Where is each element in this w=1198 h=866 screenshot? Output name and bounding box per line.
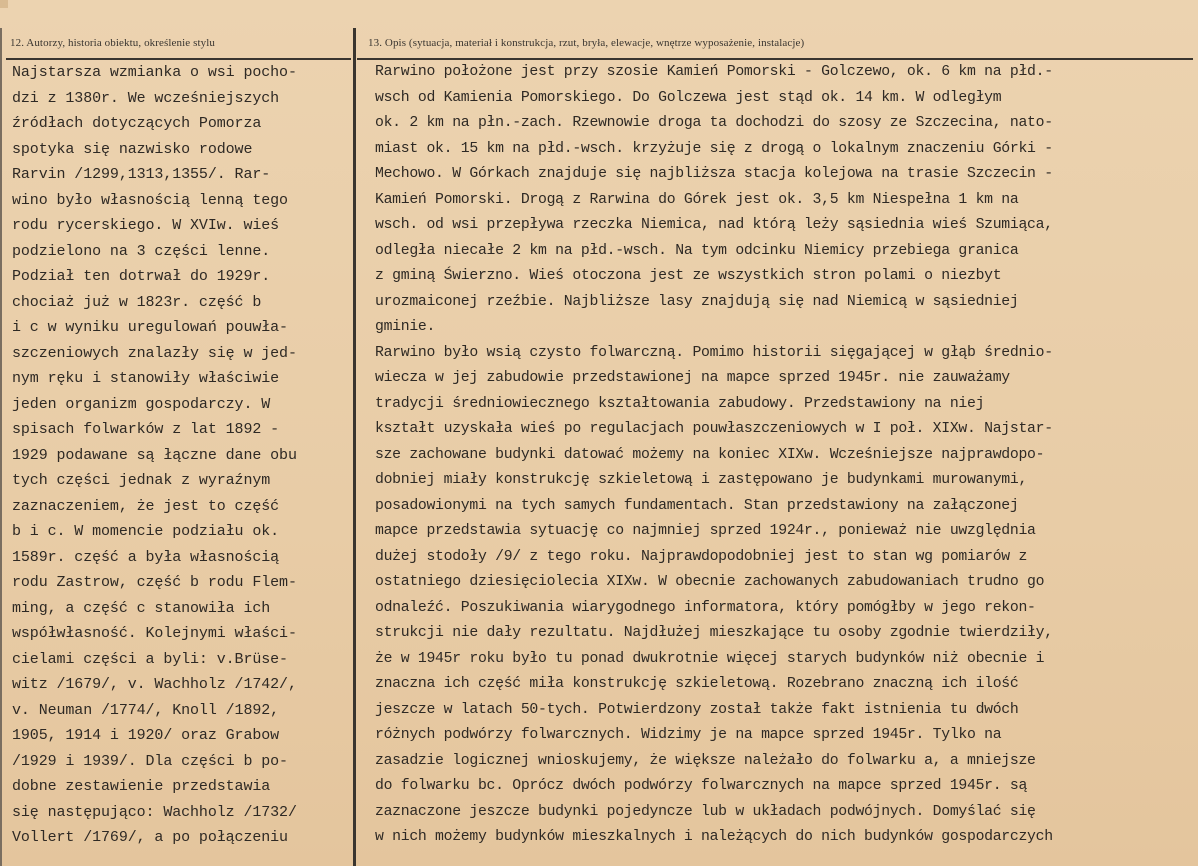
text-line: spotyka się nazwisko rodowe (12, 140, 253, 158)
text-line: mapce przedstawia sytuację co najmniej sprzed 1924r., ponieważ nie uwzględnia (375, 523, 1036, 539)
text-line: tych części jednak z wyraźnym (12, 472, 271, 489)
text-line: posadowionymi na tych samych fundamentach. Stan przedstawiony na załączonej (375, 497, 1019, 514)
text-line: Rarwino było wsią czysto folwarczną. Pomimo historii sięgającej w głąb średnio- (375, 344, 1053, 361)
text-line: Mechowo. W Górkach znajduje się najbliższa stacja kolejowa na trasie Szczecin - (375, 166, 1053, 182)
text-line: dobniej miały konstrukcję szkieletową i zastępowano je budynkami murowanymi, (375, 472, 1028, 488)
text-line: z gminą Świerzno. Wieś otoczona jest ze wszystkich stron polami o niezbyt (375, 268, 1002, 284)
text-line: rodu rycerskiego. W XVIw. wieś (12, 217, 280, 234)
text-line: jeden organizm gospodarczy. W (12, 395, 271, 413)
text-line: 1589r. część a była własnością (12, 548, 280, 566)
text-line: Podział ten dotrwał do 1929r. (12, 268, 271, 285)
text-line: ming, a część c stanowiła ich (12, 599, 271, 617)
text-line: kształt uzyskała wieś po regulacjach pouwłaszczeniowych w I poł. XIXw. Najstar- (375, 421, 1053, 437)
text-line: sze zachowane budynki datować możemy na koniec XIXw. Wcześniejsze najprawdopo- (375, 446, 1045, 463)
text-line: 1905, 1914 i 1920/ oraz Grabow (12, 727, 280, 744)
text-line: podzielono na 3 części lenne. (12, 242, 271, 260)
text-line: różnych podwórzy folwarcznych. Widzimy je na mapce sprzed 1945r. Tylko na (375, 727, 1002, 743)
text-line: się następująco: Wachholz /1732/ (12, 803, 297, 821)
text-line: zasadzie logicznej wnioskujemy, że większe należało do folwarku a, a mniejsze (375, 752, 1036, 769)
text-line: szczeniowych znalazły się w jed- (12, 344, 297, 362)
text-line: jeszcze w latach 50-tych. Potwierdzony został także fakt istnienia tu dwóch (375, 701, 1019, 718)
text-line: wino było własnością lenną tego (12, 191, 288, 209)
text-line: chociaż już w 1823r. część b (12, 293, 262, 311)
text-line: Kamień Pomorski. Drogą z Rarwina do Górek jest ok. 3,5 km Niespełna 1 km na (375, 191, 1019, 208)
text-line: v. Neuman /1774/, Knoll /1892, (12, 701, 280, 719)
text-line: Vollert /1769/, a po połączeniu (12, 829, 288, 846)
description-text-column (375, 60, 1193, 851)
text-line: gminie. (375, 319, 436, 335)
text-line: b i c. W momencie podziału ok. (12, 523, 280, 540)
text-line: wsch od Kamienia Pomorskiego. Do Golczewa jest stąd ok. 14 km. W odległym (375, 89, 1002, 106)
history-section-header: 12. Autorzy, historia obiektu, określenie stylu (10, 37, 216, 49)
text-line: 1929 podawane są łączne dane obu (12, 446, 297, 464)
text-line: cielami części a byli: v.Brüse- (12, 650, 288, 668)
text-line: /1929 i 1939/. Dla części b po- (12, 752, 288, 770)
history-text-column (12, 60, 350, 851)
text-line: Rarwino położone jest przy szosie Kamień Pomorski - Golczewo, ok. 6 km na płd.- (375, 64, 1053, 80)
text-line: nym ręku i stanowiły właściwie (12, 370, 280, 387)
text-line: ok. 2 km na płn.-zach. Rzewnowie droga ta dochodzi do szosy ze Szczecina, nato- (375, 115, 1053, 131)
text-line: zaznaczone jeszcze budynki pojedyncze lub w układach podwójnych. Domyślać się (375, 803, 1036, 820)
text-line: i c w wyniku uregulowań pouwła- (12, 319, 288, 336)
text-line: miast ok. 15 km na płd.-wsch. krzyżuje się z drogą o lokalnym znaczeniu Górki - (375, 140, 1053, 157)
description-section-header: 13. Opis (sytuacja, materiał i konstrukcja, rzut, bryła, elewacje, wnętrze wyposażenie, instalacje) (368, 37, 805, 49)
text-line: dzi z 1380r. We wcześniejszych (12, 89, 280, 107)
text-line: do folwarku bc. Oprócz dwóch podwórzy folwarcznych na mapce sprzed 1945r. są (375, 778, 1028, 794)
text-line: zaznaczeniem, że jest to część (12, 497, 280, 515)
text-line: tradycji średniowiecznego kształtowania zabudowy. Przedstawiony na niej (375, 395, 985, 412)
text-line: Rarvin /1299,1313,1355/. Rar- (12, 166, 271, 183)
text-line: wsch. od wsi przepływa rzeczka Niemica, nad którą leży sąsiednia wieś Szumiąca, (375, 217, 1053, 233)
left-border (0, 28, 2, 866)
text-line: ostatniego dziesięciolecia XIXw. W obecnie zachowanych zabudowaniach trudno go (375, 574, 1045, 590)
text-line: dobne zestawienie przedstawia (12, 778, 271, 795)
text-line: odległa niecałe 2 km na płd.-wsch. Na tym odcinku Niemicy przebiega granica (375, 242, 1019, 259)
text-line: witz /1679/, v. Wachholz /1742/, (12, 676, 297, 693)
text-line: źródłach dotyczących Pomorza (12, 115, 262, 132)
text-line: współwłasność. Kolejnymi właści- (12, 625, 297, 642)
text-line: urozmaiconej rzeźbie. Najbliższe lasy znajdują się nad Niemicą w sąsiedniej (375, 293, 1019, 310)
text-line: że w 1945r roku było tu ponad dwukrotnie więcej starych budynków niż obecnie i (375, 650, 1045, 667)
text-line: Najstarsza wzmianka o wsi pocho- (12, 64, 297, 81)
text-line: strukcji nie dały rezultatu. Najdłużej mieszkające tu osoby zgodnie twierdziły, (375, 625, 1053, 641)
text-line: odnaleźć. Poszukiwania wiarygodnego informatora, który pomógłby w jego rekon- (375, 599, 1036, 616)
text-line: w nich możemy budynków mieszkalnych i należących do nich budynków gospodarczych (375, 829, 1053, 845)
column-divider (353, 28, 356, 866)
text-line: spisach folwarków z lat 1892 - (12, 421, 280, 438)
text-line: wiecza w jej zabudowie przedstawionej na mapce sprzed 1945r. nie zauważamy (375, 370, 1010, 386)
corner-mark (0, 0, 8, 8)
text-line: znaczna ich część miła konstrukcję szkieletową. Rozebrano znaczną ich ilość (375, 676, 1019, 692)
text-line: dużej stodoły /9/ z tego roku. Najprawdopodobniej jest to stan wg pomiarów z (375, 548, 1028, 565)
text-line: rodu Zastrow, część b rodu Flem- (12, 574, 297, 591)
